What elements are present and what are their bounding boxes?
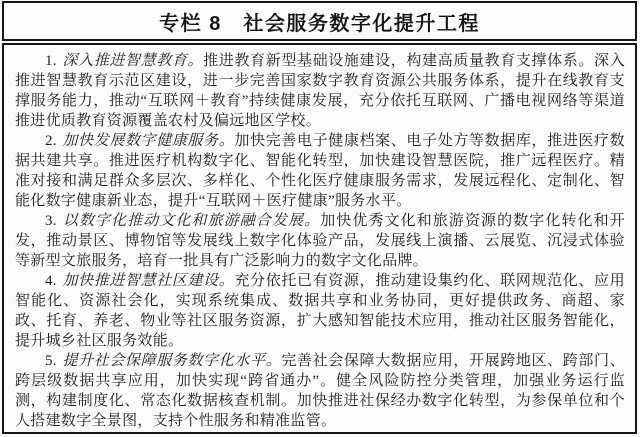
paragraph-3-body: 加快优秀文化和旅游资源的数字化转化和开发，推动景区、博物馆等发展线上数字化体验产品，发展线上演播、云展览、沉浸式体验等新型文旅服务，培育一批具有广泛影响力的数字文化品牌。: [15, 213, 625, 269]
paragraph-2-lead: 加快发展数字健康服务。: [62, 133, 235, 149]
paragraph-1-number: 1.: [45, 53, 57, 69]
paragraph-5-lead: 提升社会保障服务数字化水平。: [62, 353, 282, 369]
paragraph-5-number: 5.: [45, 353, 57, 369]
paragraph-1-body: 推进教育新型基础设施建设，构建高质量教育支撑体系。深入推进智慧教育示范区建设，进一步完善国家数字教育资源公共服务体系，提升在线教育支撑服务能力，推动“互联网＋教育”持续健康发展，充分依托互联网、广播电视网络等渠道推进优质教育资源覆盖农村及偏远地区学校。: [15, 53, 625, 129]
paragraph-3: [15, 211, 625, 271]
paragraph-4: [15, 271, 625, 351]
paragraph-3-lead: 以数字化推动文化和旅游融合发展。: [62, 213, 321, 229]
paragraph-4-number: 4.: [45, 273, 57, 289]
paragraph-1-lead: 深入推进智慧教育。: [62, 53, 204, 69]
paragraph-2-number: 2.: [45, 133, 57, 149]
paragraph-5: [15, 351, 625, 431]
paragraph-2: [15, 131, 625, 211]
panel-title: 专栏 8 社会服务数字化提升工程: [159, 12, 480, 35]
panel-body-box: [2, 43, 637, 434]
paragraph-3-number: 3.: [45, 213, 57, 229]
paragraph-4-body: 充分依托已有资源，推动建设集约化、联网规范化、应用智能化、资源社会化，实现系统集成、数据共享和业务协同，更好提供政务、商超、家政、托育、养老、物业等社区服务资源，扩大感知智能技术应用，推动社区服务智能化，提升城乡社区服务效能。: [15, 273, 625, 349]
paragraph-2-body: 加快完善电子健康档案、电子处方等数据库，推进医疗数据共建共享。推进医疗机构数字化、智能化转型，加快建设智慧医院，推广远程医疗。精准对接和满足群众多层次、多样化、个性化医疗健康服务需求，发展远程化、定制化、智能化数字健康新业态，提升“互联网＋医疗健康”服务水平。: [15, 133, 625, 209]
paragraph-1: [15, 51, 625, 131]
paragraph-5-body: 完善社会保障大数据应用，开展跨地区、跨部门、跨层级数据共享应用，加快实现“跨省通办”。健全风险防控分类管理，加强业务运行监测，构建制度化、常态化数据核查机制。加快推进社保经办数字化转型，为参保单位和个人搭建数字全景图，支持个性服务和精准监管。: [15, 353, 625, 429]
panel-title-box: [2, 1, 637, 41]
paragraph-4-lead: 加快推进智慧社区建设。: [62, 273, 235, 289]
